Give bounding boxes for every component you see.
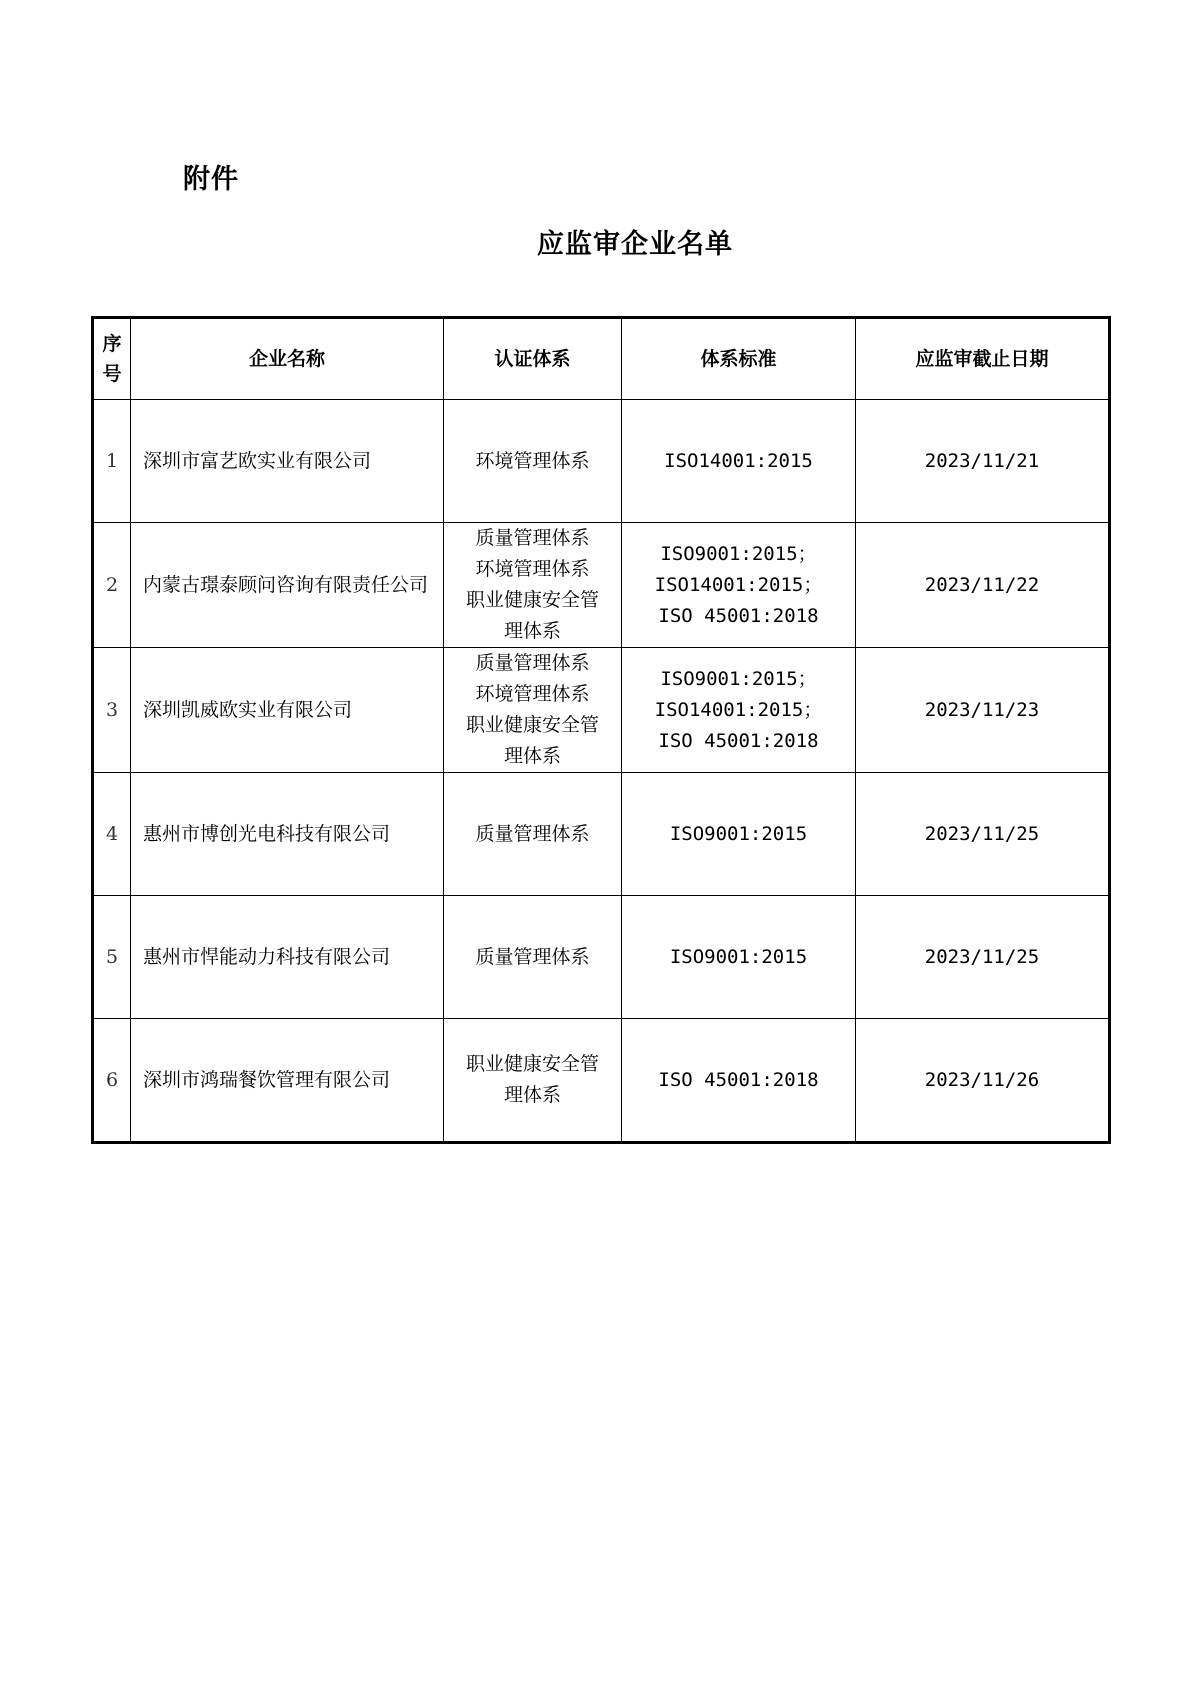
system-standard-line: ISO14001:2015； [654, 698, 823, 721]
certification-system-line: 职业健康安全管 [465, 714, 599, 736]
table-row [93, 400, 1110, 523]
certification-system-line: 理体系 [503, 745, 561, 767]
row-system-standard [622, 523, 856, 648]
system-standard-line: ISO 45001:2018 [658, 604, 819, 627]
certification-system-line: 环境管理体系 [475, 449, 590, 472]
row-company-name: 深圳市富艺欧实业有限公司 [131, 400, 444, 523]
certification-system-line: 职业健康安全管 [465, 1053, 599, 1075]
header-company-name: 企业名称 [131, 318, 444, 400]
row-seq: 3 [93, 648, 131, 773]
certification-system-line: 理体系 [503, 620, 561, 642]
row-company-name: 深圳凯威欧实业有限公司 [131, 648, 444, 773]
certification-system-line: 质量管理体系 [475, 822, 590, 845]
row-company-name: 惠州市博创光电科技有限公司 [131, 773, 444, 896]
system-standard-line: ISO 45001:2018 [658, 1068, 819, 1091]
header-audit-deadline: 应监审截止日期 [856, 318, 1110, 400]
row-certification-system [444, 1019, 622, 1143]
system-standard-line: ISO9001:2015； [660, 667, 817, 690]
table-row [93, 1019, 1110, 1143]
header-certification-system: 认证体系 [444, 318, 622, 400]
row-certification-system [444, 648, 622, 773]
header-seq-line: 号 [102, 363, 122, 385]
row-seq: 6 [93, 1019, 131, 1143]
certification-system-line: 职业健康安全管 [465, 589, 599, 611]
system-standard-line: ISO9001:2015； [660, 542, 817, 565]
attachment-label: 附件 [183, 164, 239, 195]
row-system-standard [622, 896, 856, 1019]
header-system-standard: 体系标准 [622, 318, 856, 400]
table-row [93, 648, 1110, 773]
header-seq-line: 序 [102, 333, 122, 355]
row-company-name: 惠州市悍能动力科技有限公司 [131, 896, 444, 1019]
row-company-name: 深圳市鸿瑞餐饮管理有限公司 [131, 1019, 444, 1143]
row-certification-system [444, 896, 622, 1019]
row-audit-deadline: 2023/11/21 [856, 400, 1110, 523]
row-seq: 2 [93, 523, 131, 648]
row-certification-system [444, 400, 622, 523]
row-system-standard [622, 1019, 856, 1143]
table-header-row [93, 318, 1110, 400]
row-audit-deadline: 2023/11/22 [856, 523, 1110, 648]
table-row [93, 896, 1110, 1019]
system-standard-line: ISO9001:2015 [669, 822, 808, 845]
row-seq: 5 [93, 896, 131, 1019]
row-audit-deadline: 2023/11/26 [856, 1019, 1110, 1143]
system-standard-line: ISO 45001:2018 [658, 729, 819, 752]
row-certification-system [444, 773, 622, 896]
row-seq: 1 [93, 400, 131, 523]
row-seq: 4 [93, 773, 131, 896]
row-audit-deadline: 2023/11/25 [856, 896, 1110, 1019]
row-system-standard [622, 648, 856, 773]
certification-system-line: 质量管理体系 [475, 652, 590, 674]
row-audit-deadline: 2023/11/25 [856, 773, 1110, 896]
audit-company-table [91, 316, 1111, 1144]
row-audit-deadline: 2023/11/23 [856, 648, 1110, 773]
system-standard-line: ISO14001:2015； [654, 573, 823, 596]
certification-system-line: 环境管理体系 [475, 683, 590, 705]
system-standard-line: ISO14001:2015 [664, 449, 813, 472]
row-company-name: 内蒙古璟泰顾问咨询有限责任公司 [131, 523, 444, 648]
certification-system-line: 质量管理体系 [475, 527, 590, 549]
system-standard-line: ISO9001:2015 [669, 945, 808, 968]
certification-system-line: 环境管理体系 [475, 558, 590, 580]
header-seq [93, 318, 131, 400]
certification-system-line: 理体系 [503, 1084, 561, 1106]
table-row [93, 523, 1110, 648]
page-title: 应监审企业名单 [537, 229, 733, 260]
table-row [93, 773, 1110, 896]
row-system-standard [622, 400, 856, 523]
row-system-standard [622, 773, 856, 896]
certification-system-line: 质量管理体系 [475, 945, 590, 968]
row-certification-system [444, 523, 622, 648]
